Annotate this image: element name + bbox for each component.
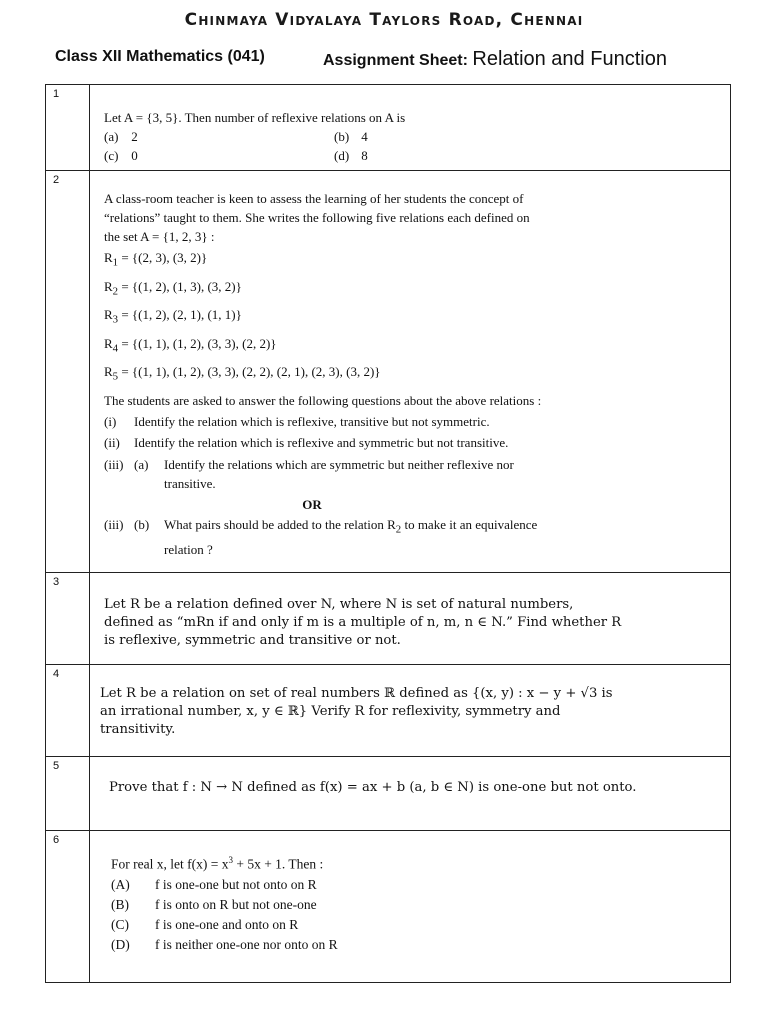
question-text: Let R be a relation defined over N, where N is set of natural numbers, defined as “mRn if and only if m is a multiple of n, m, n ∈ N.” Find whether R is reflexive, symmetric and transitive or not. xyxy=(104,597,622,648)
class-label: Class XII Mathematics (041) xyxy=(55,48,265,65)
relation-r4: $R_4 = \{(1$, 1), (1, 2), (3, 3), (2, 2)} xyxy=(104,335,277,355)
question-number: 4 xyxy=(46,665,90,757)
question-row-3 xyxy=(46,573,731,665)
part-i: (i) Identify the relation which is reflexive, transitive but not symmetric. xyxy=(104,413,490,429)
options xyxy=(104,127,730,165)
option-c: (c) 0 xyxy=(104,148,138,163)
or-separator: OR xyxy=(302,496,322,512)
question-row-1 xyxy=(46,85,731,171)
question-text: Let R be a relation on set of real numbers ℝ defined as {(x, y) : x − y + √3 is an irrational number, x, y ∈ ℝ} Verify R for reflexivity, symmetry and transitivity. xyxy=(100,686,613,737)
question-body xyxy=(90,573,731,665)
option-c: (C) f is one-one and onto on R xyxy=(111,916,299,932)
question-number: 5 xyxy=(46,757,90,831)
question-number: 1 xyxy=(46,85,90,171)
relation-list xyxy=(104,246,560,389)
topic-title: Relation and Function xyxy=(472,48,667,70)
relation-r3: $R_3 = \{(1$, 2), (2, 1), (1, 1)} xyxy=(104,307,242,326)
question-ask: The students are asked to answer the following questions about the above relations : xyxy=(104,392,542,408)
question-number: 3 xyxy=(46,573,90,665)
question-row-6 xyxy=(46,831,731,983)
option-a: (a) 2 xyxy=(104,129,138,144)
question-body xyxy=(90,85,731,171)
question-body xyxy=(90,171,731,573)
assignment-label: Assignment Sheet: xyxy=(323,52,468,69)
question-row-5 xyxy=(46,757,731,831)
question-number: 6 xyxy=(46,831,90,983)
question-text: Let A = {3, 5}. Then number of reflexive relations on A is xyxy=(104,110,406,125)
option-b: (b) 4 xyxy=(334,129,368,144)
question-stem: For real x, let $f(x) = x^3 + 5x + 1$. Then : xyxy=(111,855,324,872)
option-d: (D) f is neither one-one nor onto on R xyxy=(111,936,338,952)
relation-r5: $R_5 = \{(1$, 1), (1, 2), (3, 3), (2, 2), (2, 1), (2, 3), (3, 2)} xyxy=(104,364,381,383)
part-iii-a: (iii) (a) Identify the relations which are symmetric but neither reflexive nor transitive. xyxy=(104,456,514,491)
question-row-2 xyxy=(46,171,731,573)
question-body xyxy=(90,665,731,757)
question-text: Prove that f : N → N defined as f(x) = ax + b (a, b ∈ N) is one-one but not onto. xyxy=(109,780,637,795)
relation-r2: $R_2 = \{(1$, 2), (1, 3), (3, 2)} xyxy=(104,278,242,298)
question-row-4 xyxy=(46,665,731,757)
assignment-title xyxy=(323,48,667,71)
question-body xyxy=(90,757,731,831)
option-a: (A) f is one-one but not onto on R xyxy=(111,876,317,892)
question-table xyxy=(45,84,731,983)
school-name: Chinmaya Vidyalaya Taylors Road, Chennai xyxy=(184,10,584,30)
question-number: 2 xyxy=(46,171,90,573)
relation-r1: $R_1 = \{(2$, 3), (3, 2)} xyxy=(104,250,208,269)
question-body xyxy=(90,831,731,983)
option-d: (d) 8 xyxy=(334,148,368,163)
case-study-intro: A class-room teacher is keen to assess the learning of her students the concept of “relations” taught to them. She writes the following five relations each defined on the set A = {1, 2, 3} : xyxy=(104,191,530,244)
part-ii: (ii) Identify the relation which is reflexive and symmetric but not transitive. xyxy=(104,434,509,450)
part-iii-b: (iii) (b) What pairs should be added to the relation $R_2$ to make it an equivalence relation ? xyxy=(104,516,538,557)
options xyxy=(111,875,730,955)
option-b: (B) f is onto on R but not one-one xyxy=(111,896,317,912)
